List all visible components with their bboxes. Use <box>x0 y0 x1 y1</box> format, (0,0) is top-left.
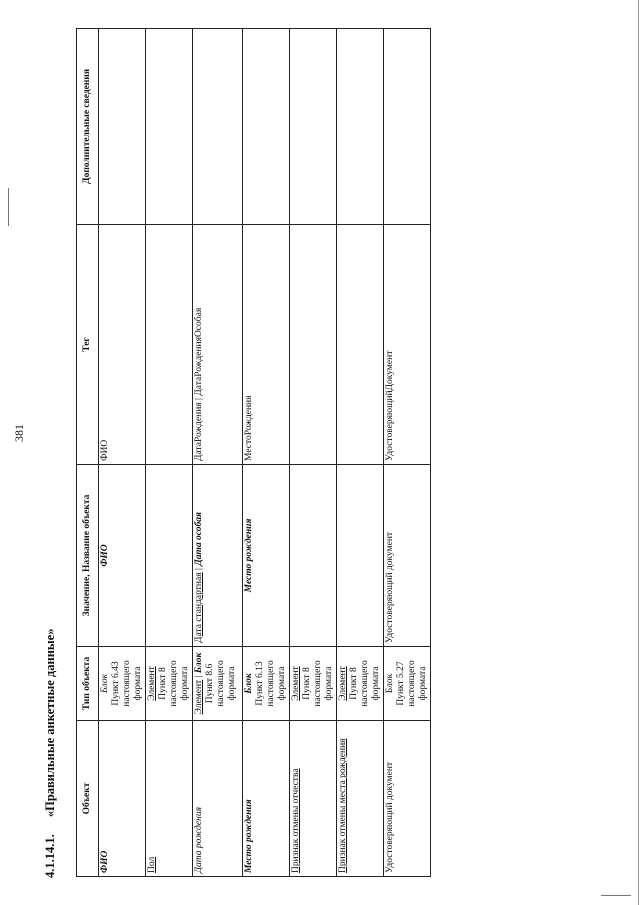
value-label: Удостоверяющий документ <box>385 531 395 643</box>
header-value: Значение, Название объекта <box>77 465 99 647</box>
cell-object <box>243 721 290 877</box>
type-ref: Пункт 8 настоящего формата <box>349 660 381 707</box>
object-label: Пол <box>147 856 157 873</box>
scan-mark <box>8 188 9 226</box>
header-type: Тип объекта <box>77 647 99 721</box>
cell-object <box>384 721 431 877</box>
cell-object <box>146 721 193 877</box>
section-heading <box>43 629 58 878</box>
type-kind: Блок <box>100 673 110 694</box>
cell-value <box>290 465 337 647</box>
object-label: ФИО <box>100 850 110 873</box>
cell-tag <box>146 225 193 465</box>
tag-label: ФИО <box>100 439 110 461</box>
cell-tag <box>384 225 431 465</box>
cell-info <box>146 29 193 225</box>
type-kind: Элемент <box>291 666 301 701</box>
type-kind: Элемент <box>147 666 157 701</box>
type-ref: Пункт 5.27 настоящего формата <box>396 660 428 707</box>
header-object: Объект <box>77 721 99 877</box>
cell-info <box>243 29 290 225</box>
cell-type <box>146 647 193 721</box>
cell-tag <box>290 225 337 465</box>
value-separator: | <box>194 565 204 573</box>
cell-type <box>384 647 431 721</box>
cell-value <box>337 465 384 647</box>
type-kind <box>194 650 205 717</box>
table-row <box>384 29 431 877</box>
table-row <box>146 29 193 877</box>
table-row <box>290 29 337 877</box>
page-number: 381 <box>12 424 26 442</box>
table-header-row <box>77 29 99 877</box>
cell-tag <box>337 225 384 465</box>
cell-object <box>290 721 337 877</box>
type-ref: Пункт 8.6 настоящего формата <box>205 660 237 707</box>
type-kind-block: Блок <box>194 652 204 674</box>
type-kind-separator: | <box>194 673 204 680</box>
table-row <box>243 29 290 877</box>
object-label: Место рождения <box>244 799 254 873</box>
type-ref: Пункт 6.13 настоящего формата <box>255 660 287 707</box>
tag-label: УдостоверяющийДокумент <box>385 350 395 461</box>
value-label: Место рождения <box>244 518 254 593</box>
header-tag: Тег <box>77 225 99 465</box>
type-kind-element: Элемент <box>194 679 204 715</box>
cell-value <box>99 465 146 647</box>
table-row <box>193 29 243 877</box>
cell-type <box>290 647 337 721</box>
cell-value <box>243 465 290 647</box>
table-row <box>337 29 384 877</box>
type-kind: Блок <box>385 673 395 694</box>
object-label: Удостоверяющий документ <box>385 761 395 873</box>
tag-label: МестоРождения <box>244 395 254 461</box>
value-label: ФИО <box>100 544 110 567</box>
cell-info <box>290 29 337 225</box>
cell-type <box>193 647 243 721</box>
table-row <box>99 29 146 877</box>
object-label: Признак отмены места рождения <box>338 738 348 873</box>
cell-info <box>384 29 431 225</box>
value-special: Дата особая <box>194 512 204 566</box>
anketa-table <box>76 28 431 877</box>
cell-tag <box>193 225 243 465</box>
section-number: 4.1.14.1. <box>43 834 57 878</box>
cell-type <box>243 647 290 721</box>
cell-info <box>337 29 384 225</box>
type-ref: Пункт 6.43 настоящего формата <box>111 660 143 707</box>
scan-edge-line <box>638 0 639 905</box>
cell-value <box>146 465 193 647</box>
type-kind: Элемент <box>338 666 348 701</box>
cell-tag <box>99 225 146 465</box>
section-title: «Правильные анкетные данные» <box>43 628 57 818</box>
tag-label: ДатаРождения | ДатаРожденияОсобая <box>194 307 204 461</box>
object-label: Признак отмены отчества <box>291 768 301 873</box>
cell-info <box>193 29 243 225</box>
cell-value <box>384 465 431 647</box>
cell-info <box>99 29 146 225</box>
cell-object <box>99 721 146 877</box>
cell-type <box>337 647 384 721</box>
type-ref: Пункт 8 настоящего формата <box>302 660 334 707</box>
cell-object <box>193 721 243 877</box>
value-standard: Дата стандартная <box>194 572 204 643</box>
cell-value <box>193 465 243 647</box>
object-label: Дата рождения <box>194 806 204 873</box>
cell-object <box>337 721 384 877</box>
type-ref: Пункт 8 настоящего формата <box>158 660 190 707</box>
scan-mark <box>601 895 631 896</box>
cell-type <box>99 647 146 721</box>
cell-tag <box>243 225 290 465</box>
type-kind: Блок <box>244 673 254 694</box>
header-info: Дополнительные сведения <box>77 29 99 225</box>
